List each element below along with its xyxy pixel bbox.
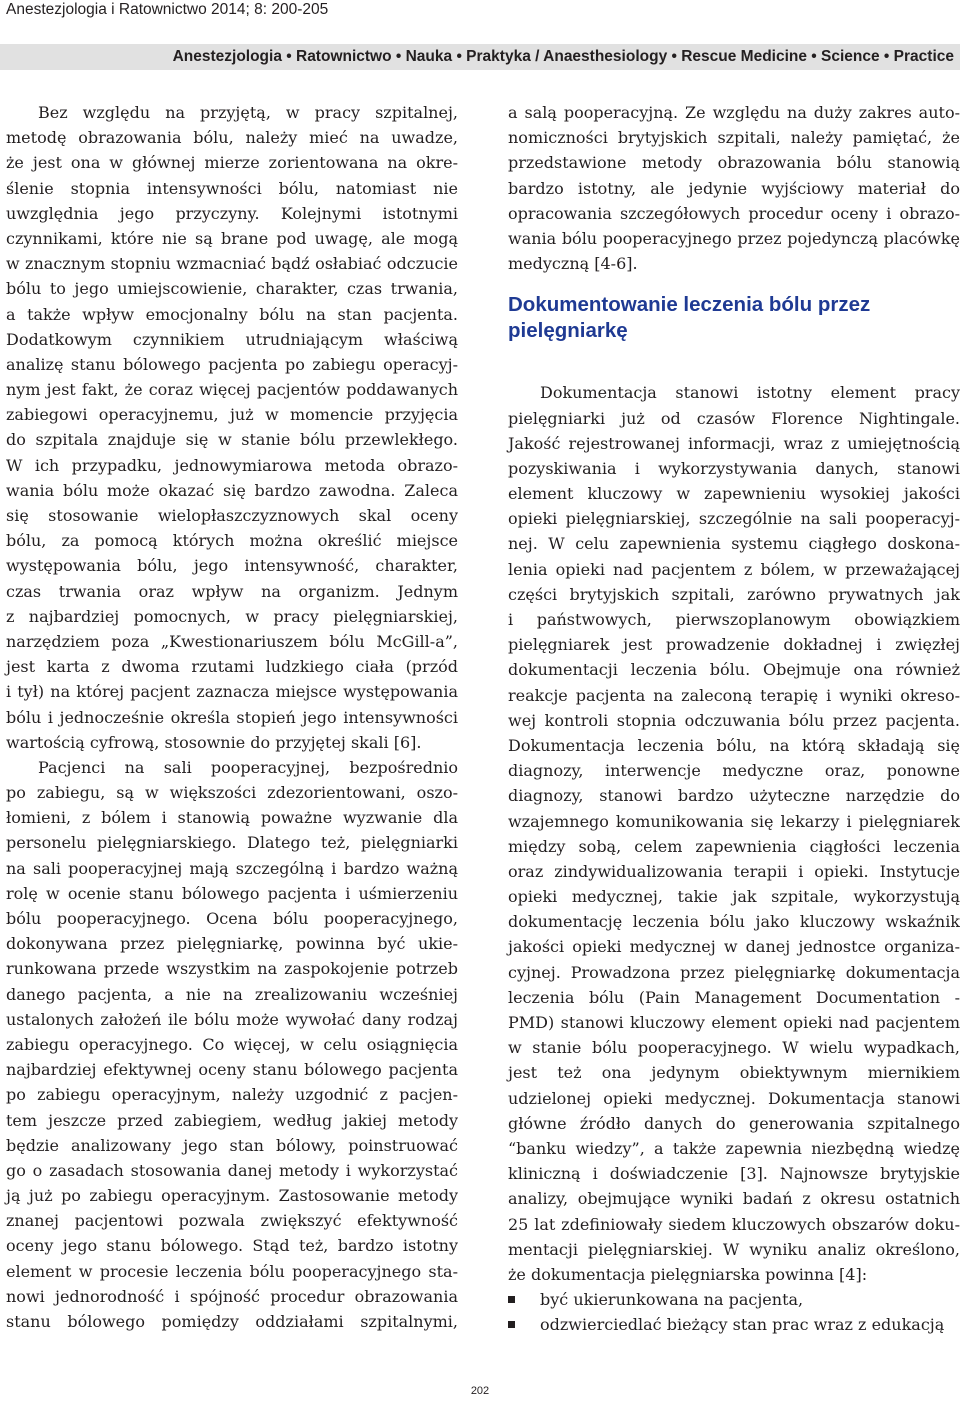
text-line: że dokumentacja pielęgniarska powinna [4]:	[508, 1264, 868, 1284]
text-line: mentacji pielęgniarskiej. W wyniku analiz określono,	[508, 1239, 960, 1259]
text-line: rolę w ocenie stanu bólowego pacjenta i uśmierzeniu	[6, 883, 458, 903]
text-line: bólu i jednocześnie określa stopień jego intensywności	[6, 707, 458, 727]
text-line: wania bólu może okazać się bardzo zawodna. Zaleca	[6, 480, 458, 500]
text-line: jakości opieki medycznej w danej jednostce organiza-	[508, 937, 960, 957]
text-line: nym jest fakt, że coraz więcej pacjentów poddawanych	[6, 380, 458, 400]
text-line: łomieni, z bólem i stanowią poważne wyzwanie dla	[6, 808, 458, 828]
right-intro-paragraph	[508, 100, 960, 276]
text-line: Pacjenci na sali pooperacyjnej, bezpośrednio	[38, 757, 458, 777]
text-line: zabiegu operacyjnego. Co więcej, w celu osiągnięcia	[6, 1034, 458, 1054]
text-line: części brytyjskich szpitali, zarówno prywatnych jak	[508, 584, 960, 604]
section-heading-line: Dokumentowanie leczenia bólu przez	[508, 293, 871, 317]
bullet-item	[508, 1312, 960, 1337]
bullet-item	[508, 1287, 960, 1312]
text-line: opracowania szczegółowych procedur oceny i obrazo-	[508, 203, 960, 223]
text-line: Dokumentacja stanowi istotny element pracy	[540, 383, 960, 403]
header-band-text: Anestezjologia • Ratownictwo • Nauka • Praktyka / Anaesthesiology • Rescue Medicine • Science • Practice	[172, 48, 954, 65]
left-column	[6, 100, 458, 1334]
right-body-paragraph	[508, 380, 960, 1287]
text-line: pozyskiwania i wykorzystywania danych, stanowi	[508, 458, 960, 478]
text-line: wej kontroli stopnia odczuwania bólu przez pacjenta.	[508, 710, 960, 730]
text-line: na sali pooperacyjnej mają szczególną i bardzo ważną	[6, 858, 458, 878]
text-line: runkowana przede wszystkim na zaspokojenie potrzeb	[6, 959, 458, 979]
text-line: bardzo istotny, ale jedynie wyjściowy materiał do	[508, 178, 960, 198]
text-line: cyjnej. Prowadzona przez pielęgniarkę dokumentacja	[508, 962, 960, 982]
text-line: będzie analizowany jego stan bólowy, poinstruować	[6, 1135, 458, 1155]
text-line: w znacznym stopniu wzmacniać bądź osłabiać odczucie	[6, 254, 458, 274]
text-line: ją już po zabiegu operacyjnym. Zastosowanie metody	[6, 1186, 458, 1206]
bullet-square-icon	[508, 1296, 515, 1303]
text-line: kliniczną i doświadczenie [3]. Najnowsze brytyjskie	[508, 1164, 960, 1184]
text-line: ustalonych założeń ile bólu może wywołać dany rodzaj	[6, 1009, 458, 1029]
text-line: personelu pielęgniarskiego. Dlatego też, pielęgniarki	[6, 833, 458, 853]
text-line: przedstawione metody obrazowania bólu stanowią	[508, 153, 960, 173]
text-line: najbardziej efektywnej oceny stanu bólowego pacjenta	[6, 1060, 458, 1080]
text-line: udzielonej opieki medycznej. Dokumentacja stanowi	[508, 1088, 960, 1108]
text-line: jest karta z dwoma rzutami ludzkiego ciała (przód	[6, 657, 458, 677]
text-line: że jest ona w głównej mierze zorientowana na okre-	[6, 153, 458, 173]
text-line: bólu to jego umiejscowienie, charakter, czas trwania,	[6, 279, 458, 299]
text-line: “banku wiedzy”, a także zapewnia niezbędną wiedzę	[508, 1138, 960, 1158]
text-line: w stanie bólu pooperacyjnego. W wielu wypadkach,	[508, 1038, 960, 1058]
text-line: leczenia bólu (Pain Management Documentation -	[508, 987, 960, 1007]
text-line: stanu bólowego pomiędzy oddziałami szpitalnymi,	[6, 1312, 458, 1331]
text-line: lenia opieki nad pacjentem z bólem, w przeważającej	[508, 559, 960, 579]
journal-reference: Anestezjologia i Ratownictwo 2014; 8: 200-205	[6, 1, 329, 18]
text-line: narzędziem poza „Kwestionariuszem bólu McGill-a”,	[6, 631, 458, 651]
section-heading	[508, 292, 960, 344]
text-line: nej. W celu zapewnienia systemu ciągłego doskona-	[508, 534, 960, 554]
text-line: element w procesie leczenia bólu pooperacyjnego sta-	[6, 1261, 458, 1281]
text-line: z najbardziej pomocnych, w pracy pielęgniarskiej,	[6, 606, 458, 626]
text-line: oraz zindywidualizowania terapii i opieki. Instytucje	[508, 861, 960, 881]
text-line: analizy, obejmujące wyniki badań z okresu ostatnich	[508, 1189, 960, 1209]
text-line: główne źródło danych do generowania szpitalnego	[508, 1113, 960, 1133]
text-line: go o zasadach stosowania danej metody i wykorzystać	[6, 1160, 458, 1180]
text-line: czas trwania oraz wpływ na organizm. Jednym	[6, 581, 458, 601]
text-line: diagnozy, stanowi bardzo użyteczne narzędzie do	[508, 786, 960, 806]
text-line: medyczną [4-6].	[508, 254, 638, 274]
right-column	[508, 100, 960, 1337]
text-line: 25 lat zdefiniowały siedem kluczowych obszarów doku-	[508, 1214, 960, 1234]
text-line: uwzględnia jego przyczyny. Kolejnymi istotnymi	[6, 203, 458, 223]
text-line: pielęgniarki już od czasów Florence Nightingale.	[508, 408, 960, 428]
text-line: tem jeszcze przed zabiegiem, według jakiej metody	[6, 1110, 458, 1130]
text-line: do szpitala znajduje się w stanie bólu przewlekłego.	[6, 430, 458, 450]
text-line: występowania bólu, jego intensywność, charakter,	[6, 556, 458, 576]
bullet-text: być ukierunkowana na pacjenta,	[540, 1290, 804, 1310]
text-line: się stosowanie wielopłaszczyznowych skal oceny	[6, 506, 458, 525]
text-line: nowi jednorodność i spójność procedur obrazowania	[6, 1286, 458, 1306]
text-line: bólu, za pomocą których można określić miejsce	[6, 531, 458, 551]
text-line: oceny jego stanu bólowego. Stąd też, bardzo istotny	[6, 1236, 458, 1256]
text-line: wartością cyfrową, stosownie do przyjętej skali [6].	[6, 732, 422, 752]
text-line: i tył) na której pacjent zaznacza miejsce występowania	[6, 682, 458, 702]
text-line: metodę obrazowania bólu, należy mieć na uwadze,	[6, 128, 458, 148]
text-line: po zabiegu, są w większości zdezorientowani, oszo-	[6, 783, 458, 803]
text-line: czynnikami, które nie są brane pod uwagę, ale mogą	[6, 228, 458, 248]
text-line: a także wpływ emocjonalny bólu na stan pacjenta.	[6, 304, 458, 324]
text-line: Jakość rejestrowanej informacji, wraz z umiejętnością	[508, 433, 960, 453]
text-line: analizę stanu bólowego pacjenta po zabiegu operacyj-	[6, 354, 458, 374]
text-line: dokumentację leczenia bólu jako kluczowy wskaźnik	[508, 912, 960, 932]
text-line: element kluczowy w zapewnieniu wysokiej jakości	[508, 484, 960, 504]
text-line: Bez względu na przyjętą, w pracy szpitalnej,	[38, 103, 458, 122]
text-line: bólu pooperacyjnego. Ocena bólu pooperacyjnego,	[6, 909, 458, 928]
text-line: danego pacjenta, a nie na zrealizowaniu wcześniej	[6, 984, 458, 1004]
text-line: W ich przypadku, jednowymiarowa metoda obrazo-	[6, 455, 458, 475]
text-line: i państwowych, pierwszoplanowym obowiązkiem	[508, 610, 960, 629]
header-band	[0, 44, 960, 70]
text-line: wania bólu pooperacyjnego przez pojedynczą placówkę	[508, 228, 960, 248]
text-line: jest też ona jedynym obiektywnym miernikiem	[508, 1063, 960, 1083]
text-line: ślenie stopnia intensywności bólu, natomiast nie	[6, 178, 458, 198]
text-line: między sobą, celem zapewnienia ciągłości leczenia	[508, 836, 960, 856]
text-line: zabiegowi operacyjnemu, już w momencie przyjęcia	[6, 405, 458, 425]
text-line: opieki medycznej, takie jak szpitale, wykorzystują	[508, 887, 960, 907]
text-line: po zabiegu operacyjnym, należy uzgodnić z pacjen-	[6, 1085, 458, 1105]
bullet-list	[508, 1287, 960, 1337]
text-line: dokumentacji leczenia bólu. Obejmuje ona również	[508, 660, 960, 680]
text-line: Dodatkowym czynnikiem utrudniającym właściwą	[6, 329, 458, 349]
text-line: opieki pielęgniarskiej, szczególnie na sali pooperacyj-	[508, 509, 960, 529]
text-line: wzajemnego komunikowania się lekarzy i pielęgniarek	[508, 811, 960, 831]
text-line: a salą pooperacyjną. Ze względu na duży zakres auto-	[508, 103, 960, 122]
text-line: diagnozy, interwencje medyczne oraz, ponowne	[508, 761, 960, 781]
bullet-square-icon	[508, 1321, 515, 1328]
page-number: 202	[470, 1385, 490, 1397]
text-line: nomiczności brytyjskich szpitali, należy pamiętać, że	[508, 128, 960, 148]
text-line: reakcje pacjenta na zaleconą terapię i wyniki okreso-	[508, 685, 960, 705]
text-line: pielęgniarek jest prowadzenie dokładnej i zwięzłej	[508, 635, 960, 655]
text-line: PMD) stanowi kluczowy element opieki nad pacjentem	[508, 1013, 960, 1032]
text-line: Dokumentacja leczenia bólu, na którą składają się	[508, 735, 960, 755]
section-heading-line: pielęgniarkę	[508, 319, 628, 343]
text-line: znanej pacjentowi pozwala zwiększyć efektywność	[6, 1211, 458, 1231]
bullet-text: odzwierciedlać bieżący stan prac wraz z edukacją	[540, 1315, 945, 1335]
text-line: dokonywana przez pielęgniarkę, powinna być ukie-	[6, 934, 458, 954]
